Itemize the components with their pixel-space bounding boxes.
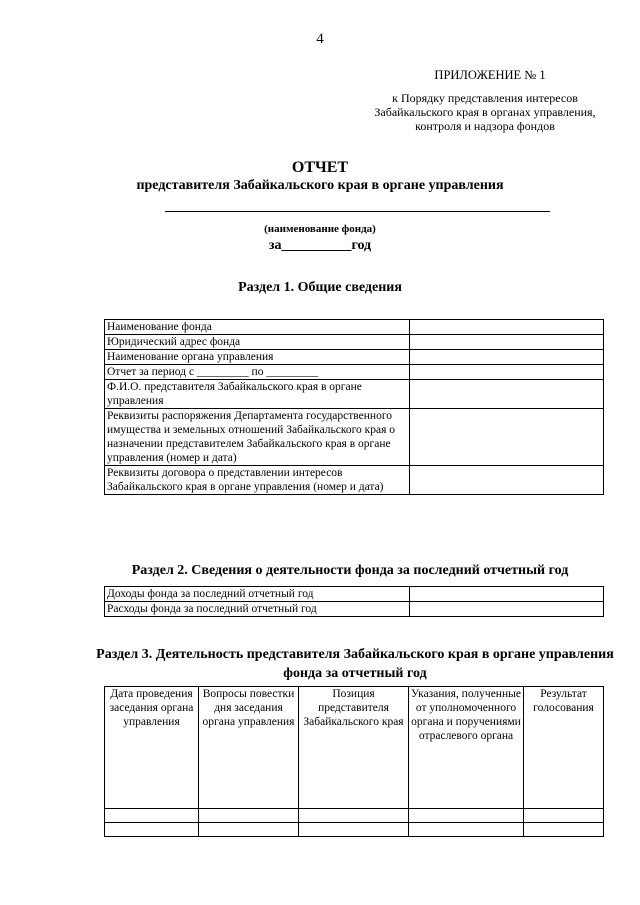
table-row bbox=[105, 587, 604, 602]
table-row bbox=[105, 466, 604, 495]
table-cell[interactable] bbox=[105, 823, 199, 837]
table-cell[interactable] bbox=[199, 823, 299, 837]
row-value[interactable] bbox=[410, 587, 604, 602]
appendix-line-3: контроля и надзора фондов bbox=[415, 119, 555, 133]
fund-name-caption: (наименование фонда) bbox=[264, 223, 376, 235]
table-row bbox=[105, 380, 604, 409]
report-year-line: за__________год bbox=[268, 238, 372, 253]
header-representative-position: Позиция представителя Забайкальского края bbox=[299, 687, 409, 809]
section3-title: Раздел 3. Деятельность представителя Забайкальского края в органе управления фонда за отчетный год bbox=[96, 647, 614, 681]
table-cell[interactable] bbox=[524, 809, 604, 823]
table-row bbox=[105, 335, 604, 350]
section2-title: Раздел 2. Сведения о деятельности фонда за последний отчетный год bbox=[131, 563, 569, 578]
row-label: Доходы фонда за последний отчетный год bbox=[105, 587, 410, 602]
table-row bbox=[105, 409, 604, 466]
table-row bbox=[105, 602, 604, 617]
table-header-row bbox=[105, 687, 604, 809]
header-instructions: Указания, полученные от уполномоченного органа и поручениями отраслевого органа bbox=[409, 687, 524, 809]
row-label: Расходы фонда за последний отчетный год bbox=[105, 602, 410, 617]
row-value[interactable] bbox=[410, 320, 604, 335]
table-row bbox=[105, 350, 604, 365]
table-cell[interactable] bbox=[409, 809, 524, 823]
table-row bbox=[105, 320, 604, 335]
table-row bbox=[105, 365, 604, 380]
section1-title: Раздел 1. Общие сведения bbox=[238, 280, 402, 295]
header-voting-result: Результат голосования bbox=[524, 687, 604, 809]
row-value[interactable] bbox=[410, 466, 604, 495]
table-cell[interactable] bbox=[105, 809, 199, 823]
report-subtitle: представителя Забайкальского края в органе управления bbox=[136, 178, 504, 193]
table-cell[interactable] bbox=[524, 823, 604, 837]
row-value[interactable] bbox=[410, 602, 604, 617]
table-cell[interactable] bbox=[299, 809, 409, 823]
report-title: ОТЧЕТ bbox=[291, 159, 349, 176]
header-meeting-date: Дата проведения заседания органа управления bbox=[105, 687, 199, 809]
table-row bbox=[105, 823, 604, 837]
row-value[interactable] bbox=[410, 409, 604, 466]
appendix-line-2: Забайкальского края в органах управления, bbox=[374, 105, 596, 119]
row-label: Наименование органа управления bbox=[105, 350, 410, 365]
fund-name-underline bbox=[165, 211, 550, 212]
row-label: Отчет за период с _________ по _________ bbox=[105, 365, 410, 380]
appendix-reference bbox=[340, 91, 630, 133]
table-cell[interactable] bbox=[199, 809, 299, 823]
section1-table bbox=[104, 319, 604, 495]
section3-table bbox=[104, 686, 604, 837]
row-value[interactable] bbox=[410, 350, 604, 365]
section2-table bbox=[104, 586, 604, 617]
header-agenda-questions: Вопросы повестки дня заседания органа управления bbox=[199, 687, 299, 809]
appendix-title: ПРИЛОЖЕНИЕ № 1 bbox=[434, 68, 546, 82]
table-cell[interactable] bbox=[299, 823, 409, 837]
table-cell[interactable] bbox=[409, 823, 524, 837]
row-value[interactable] bbox=[410, 335, 604, 350]
row-label: Реквизиты договора о представлении интересов Забайкальского края в органе управления (номер и дата) bbox=[105, 466, 410, 495]
appendix-line-1: к Порядку представления интересов bbox=[392, 91, 578, 105]
row-value[interactable] bbox=[410, 380, 604, 409]
row-label: Юридический адрес фонда bbox=[105, 335, 410, 350]
row-label: Реквизиты распоряжения Департамента государственного имущества и земельных отношений Забайкальского края о назначении представителем Забайкальского края в органе управления (номер и дата) bbox=[105, 409, 410, 466]
row-label: Ф.И.О. представителя Забайкальского края в органе управления bbox=[105, 380, 410, 409]
table-row bbox=[105, 809, 604, 823]
row-label: Наименование фонда bbox=[105, 320, 410, 335]
page-number: 4 bbox=[316, 31, 324, 47]
row-value[interactable] bbox=[410, 365, 604, 380]
